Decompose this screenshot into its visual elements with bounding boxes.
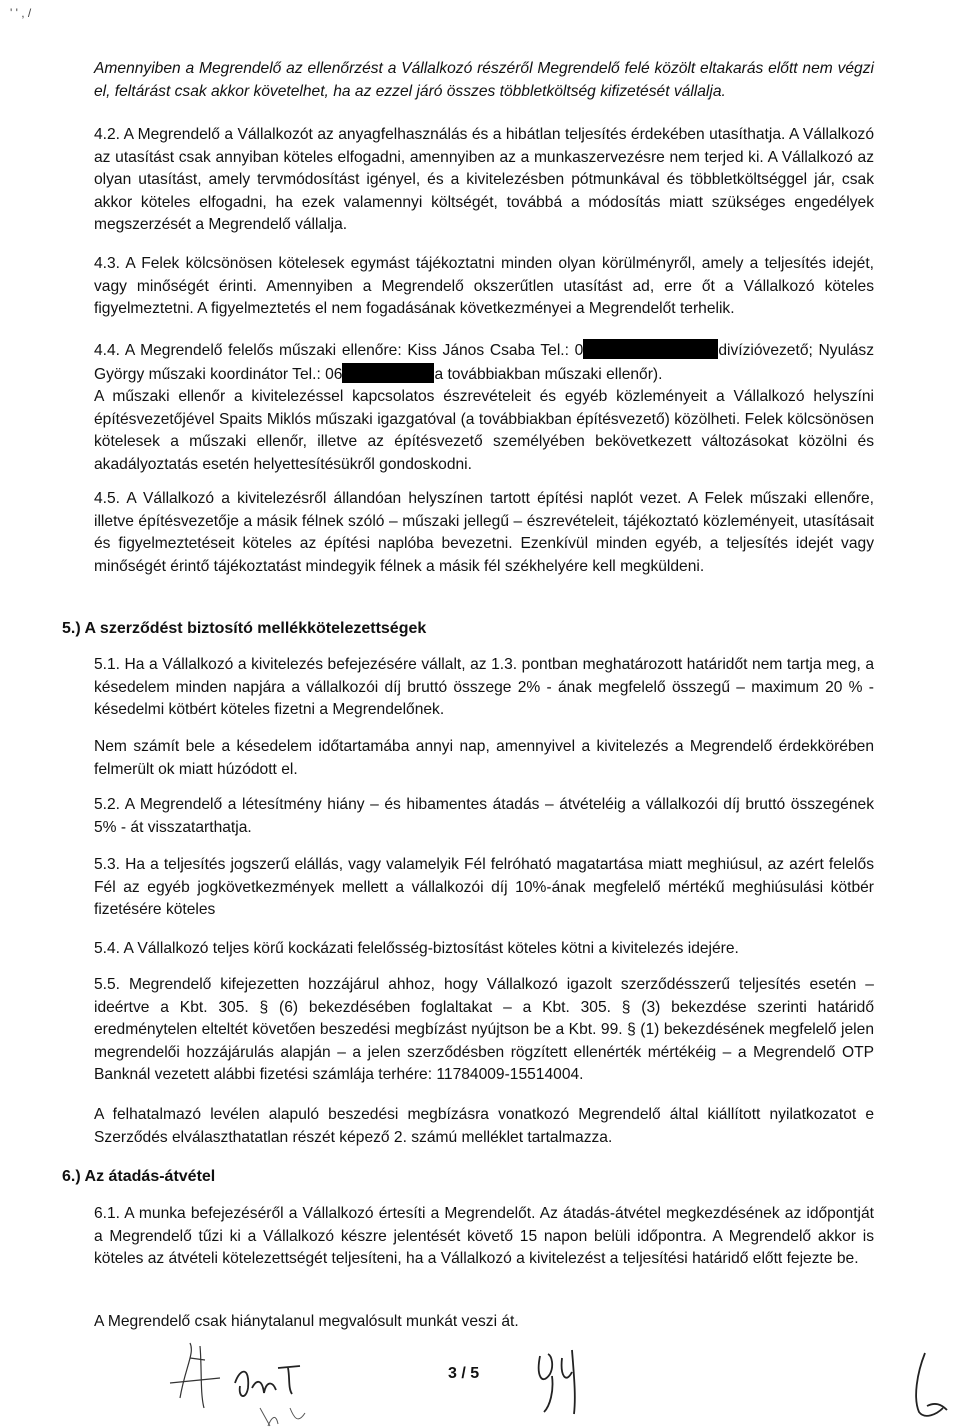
section-5-heading: 5.) A szerződést biztosító mellékkötelezettségek (62, 620, 427, 637)
signature-initials (160, 1338, 390, 1428)
paragraph-4-4-part-a: 4.4. A Megrendelő felelős műszaki ellenőre: Kiss János Csaba Tel.: 0 (94, 342, 584, 359)
paragraph-site-manager: A műszaki ellenőr a kivitelezéssel kapcsolatos észrevételeit és egyéb közleményeit a Vállalkozó helyszíni építésvezetőjével Spaits Miklós műszaki igazgatóval (a továbbiakban építésvezető) közölheti. Felek kölcsönösen kötelesek a műszaki ellenőr, illetve az építésvezető személyében bekövetkezett változásokat közölni és akadályoztatás esetén helyettesítésükről gondoskodni. (94, 388, 874, 473)
paragraph-4-5: 4.5. A Vállalkozó a kivitelezésről állandóan helyszínen tartott építési naplót vezet. A Felek műszaki ellenőre, illetve építésvezetője a másik félnek szóló – műszaki jellegű – észrevételeit, tájékoztató közleményeit, utasításait és figyelmeztetéseit köteles az építési naplóba bevezetni. Ezenkívül minden egyéb, a teljesítés idejét vagy minőségét érintő tájékoztatást mindegyik félnek a másik fél székhelyére kell megküldeni. (94, 490, 874, 575)
paragraph-4-4-part-c: a továbbiakban műszaki ellenőr). (434, 365, 663, 383)
paragraph-authorization: A felhatalmazó levélen alapuló beszedési megbízásra vonatkozó Megrendelő által kiállított nyilatkozatot e Szerződés elválaszthatatlan részét képező 2. számú melléklet tartalmazza. (94, 1106, 874, 1146)
scan-marks: ' ' , / (10, 6, 32, 20)
redaction-bar (342, 363, 434, 383)
paragraph-5-2: 5.2. A Megrendelő a létesítmény hiány – és hibamentes átadás – átvételéig a vállalkozói díj bruttó összegének 5% - át visszatarthatja. (94, 796, 874, 836)
paragraph-4-3: 4.3. A Felek kölcsönösen kötelesek egymást tájékoztatni minden olyan körülményről, amely a teljesítés idejét, vagy minőségét érinti. Amennyiben a Megrendelő okszerűtlen utasítást ad, erre őt a Vállalkozó köteles figyelmeztetni. A figyelmeztetés el nem fogadásának következményei a Megrendelőt terhelik. (94, 255, 874, 318)
section-6-heading: 6.) Az átadás-átvétel (62, 1168, 216, 1185)
paragraph-5-3: 5.3. Ha a teljesítés jogszerű elállás, vagy valamelyik Fél felróható magatartása miatt meghiúsul, az azért felelős Fél az egyéb jogkövetkezmények mellett a vállalkozói díj 10%-ának megfelelő mértékű meghiúsulási kötbér fizetésére köteles (94, 856, 874, 919)
paragraph-5-1: 5.1. Ha a Vállalkozó a kivitelezés befejezésére vállalt, az 1.3. pontban meghatározott határidőt nem tartja meg, a késedelem minden napjára a vállalkozói díj bruttó összege 2% - ának megfelelő összegű – maximum 20 % - késedelmi kötbért köteles fizetni a Megrendelőnek. (94, 656, 874, 719)
paragraph-inspection: Amennyiben a Megrendelő az ellenőrzést a Vállalkozó részéről Megrendelő felé közölt eltakarás előtt nem végzi el, feltárást csak akkor követelhet, ha az ezzel járó összes többletköltség kifizetését vállalja. (94, 60, 874, 100)
paragraph-5-4: 5.4. A Vállalkozó teljes körű kockázati felelősség-biztosítást köteles kötni a kivitelezés idejére. (94, 940, 739, 957)
redaction-bar (583, 339, 718, 359)
paragraph-4-4 (94, 339, 874, 386)
paragraph-6-1: 6.1. A munka befejezéséről a Vállalkozó értesíti a Megrendelőt. Az átadás-átvétel megkezdésének az időpontját a Megrendelő tűzi ki a Vállalkozó készre jelentését követő 15 napon belüli időpontra. A Megrendelő akkor is köteles az átvételi kötelezettségét teljesíteni, ha a Vállalkozó a kivitelezést a teljesítési határidő előtt fejezte be. (94, 1205, 874, 1268)
signature-initial-right (905, 1348, 955, 1423)
paragraph-4-4-part-b: divízióvezető; Nyulász György műszaki koordinátor Tel.: 06 (94, 342, 874, 383)
paragraph-4-2: 4.2. A Megrendelő a Vállalkozót az anyagfelhasználás és a hibátlan teljesítés érdekében utasíthatja. A Vállalkozó az utasítást csak annyiban köteles elfogadni, amennyiben az a munkaszervezésre nem terjed ki. A Vállalkozó az olyan utasítást, amely tervmódosítást igényel, és a kivitelezésben pótmunkával és többletköltséggel jár, csak akkor köteles elfogadni, ha ezek valamennyi költségét, továbbá a módosítás miatt szükséges engedélyek megszerzését a Megrendelő vállalja. (94, 126, 874, 234)
paragraph-delay: Nem számít bele a késedelem időtartamába annyi nap, amennyivel a kivitelezés a Megrendelő érdekkörében felmerült ok miatt húzódott el. (94, 738, 874, 778)
page-number: 3 / 5 (448, 1365, 480, 1382)
paragraph-acceptance: A Megrendelő csak hiánytalanul megvalósult munkát veszi át. (94, 1313, 519, 1330)
paragraph-5-5: 5.5. Megrendelő kifejezetten hozzájárul ahhoz, hogy Vállalkozó igazolt szerződésszerű teljesítés esetén – ideértve a Kbt. 305. § (6) bekezdésében foglaltakat – a Kbt. 305. § (3) bekezdése szerinti határidő eredménytelen elteltét követően beszedési megbízást nyújtson be a Kbt. 99. § (1) bekezdésének megfelelő jelen megrendelői hozzájárulás alapján – a jelen szerződésben rögzített ellenérték mértékéig – a Megrendelő OTP Banknál vezetett alábbi fizetési számlája terhére: 11784009-15514004. (94, 976, 874, 1084)
signature-mark (528, 1336, 598, 1416)
